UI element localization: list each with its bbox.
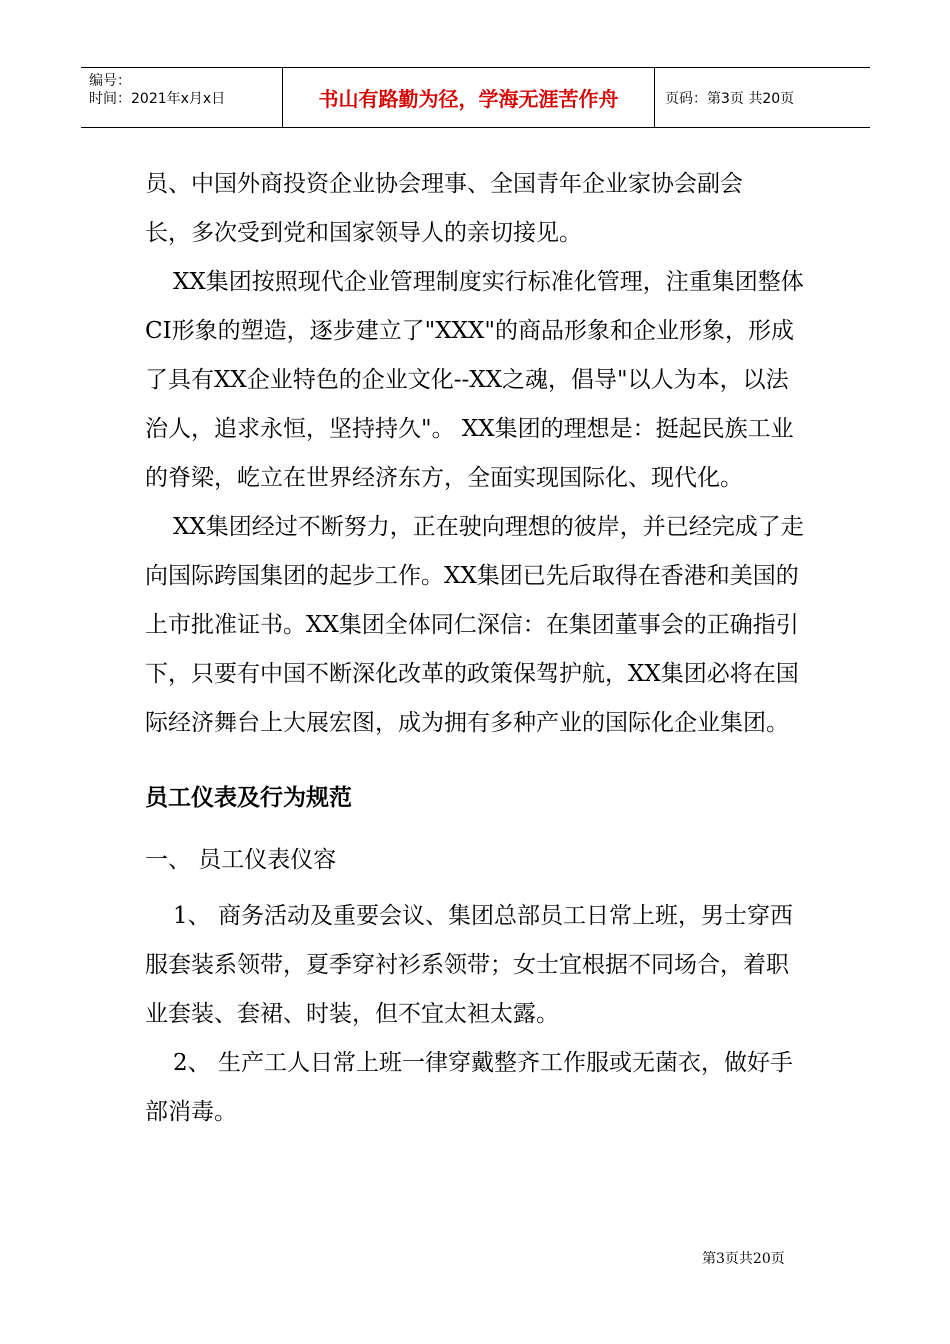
paragraph: XX集团经过不断努力，正在驶向理想的彼岸，并已经完成了走向国际跨国集团的起步工作。XX集团已先后取得在香港和美国的上市批准证书。XX集团全体同仁深信：在集团董事会的正确指引下，只要有中国不断深化改革的政策保驾护航，XX集团必将在国际经济舞台上大展宏图，成为拥有多种产业的国际化企业集团。 [145,514,804,736]
list-item: 2、 生产工人日常上班一律穿戴整齐工作服或无菌衣，做好手部消毒。 [145,1050,793,1125]
list-item: 1、 商务活动及重要会议、集团总部员工日常上班，男士穿西服套装系领带，夏季穿衬衫系领带；女士宜根据不同场合，着职业套装、套裙、时装，但不宜太袒太露。 [145,903,793,1027]
page-footer: 第3页共20页 [702,1251,785,1267]
document-time: 时间：2021年x月x日 [89,91,226,107]
header-meta [81,68,282,127]
paragraph: XX集团按照现代企业管理制度实行标准化管理，注重集团整体CI形象的塑造，逐步建立了"XXX"的商品形象和企业形象，形成了具有XX企业特色的企业文化--XX之魂，倡导"以人为本，以法治人，追求永恒，坚持持久"。 XX集团的理想是：挺起民族工业的脊梁，屹立在世界经济东方，全面实现国际化、现代化。 [145,269,804,491]
paragraph-line: 长，多次受到党和国家领导人的亲切接见。 [145,220,582,246]
page-header [81,67,870,128]
document-number: 编号： [89,73,131,89]
paragraph-line: 员、中国外商投资企业协会理事、全国青年企业家协会副会 [145,171,743,197]
header-page-number: 页码：第3页 共20页 [665,90,795,107]
section-title: 员工仪表及行为规范 [145,785,352,811]
document-body [145,160,810,1137]
header-motto: 书山有路勤为径，学海无涯苦作舟 [282,68,655,127]
subsection-title: 一、 员工仪表仪容 [145,847,337,873]
